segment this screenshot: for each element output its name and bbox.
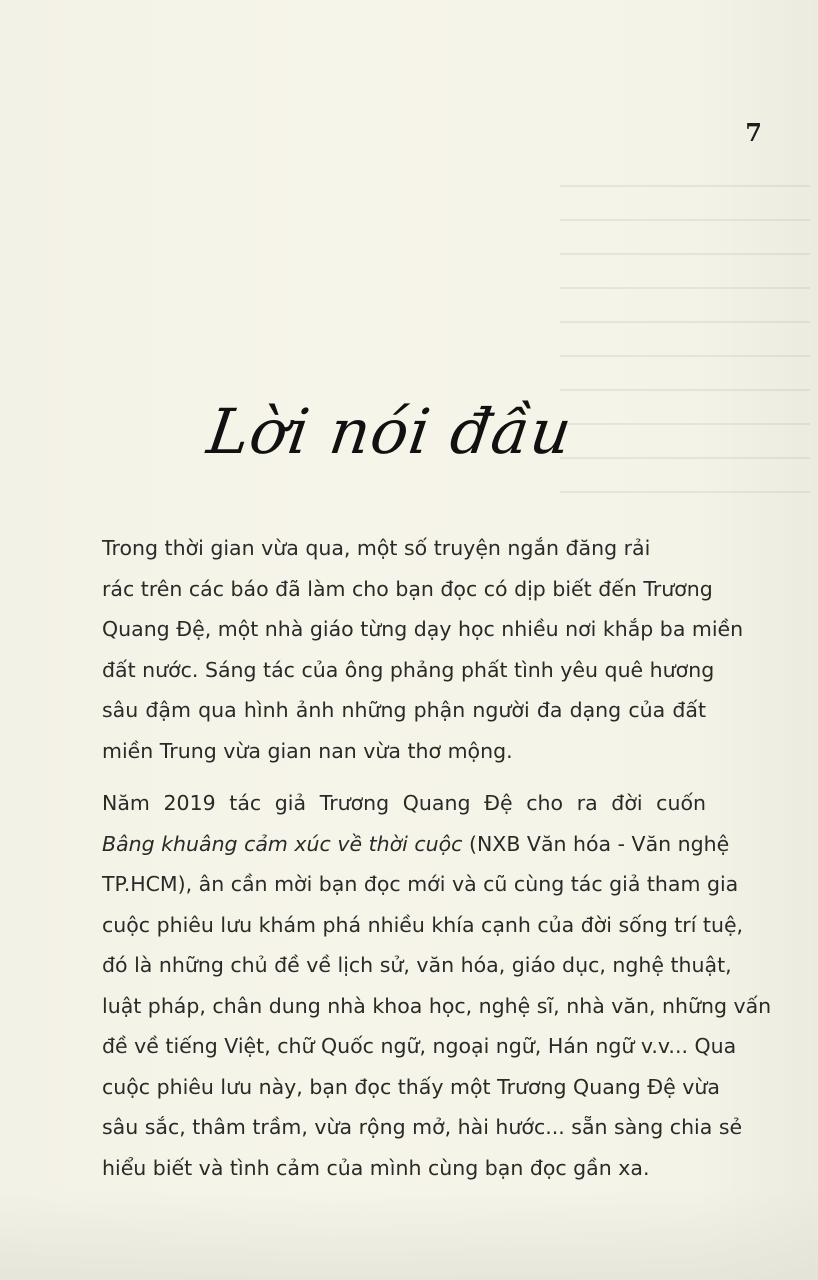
text-line: miền Trung vừa gian nan vừa thơ mộng.: [102, 738, 513, 763]
text-line: [102, 824, 730, 865]
text-line: đất nước. Sáng tác của ông phảng phất tình yêu quê hương: [102, 657, 715, 682]
paragraph-1: [102, 528, 744, 771]
body-text: [102, 528, 772, 1188]
text-line: đề về tiếng Việt, chữ Quốc ngữ, ngoại ngữ, Hán ngữ v.v... Qua: [102, 1034, 737, 1058]
text-line: cuộc phiêu lưu này, bạn đọc thấy một Trương Quang Đệ vừa: [102, 1074, 720, 1099]
page-number: 7: [745, 118, 762, 147]
text-line: cuộc phiêu lưu khám phá nhiều khía cạnh của đời sống trí tuệ,: [102, 912, 744, 937]
text-line: TP.HCM), ân cần mời bạn đọc mới và cũ cùng tác giả tham gia: [102, 872, 739, 896]
paragraph-2: [102, 783, 772, 1188]
text-line: hiểu biết và tình cảm của mình cùng bạn đọc gần xa.: [102, 1155, 650, 1180]
book-title: Bâng khuâng cảm xúc về thời cuộc: [102, 831, 463, 856]
publisher-text: (NXB Văn hóa - Văn nghệ: [462, 831, 730, 856]
chapter-title: Lời nói đầu: [203, 395, 577, 468]
text-line: Quang Đệ, một nhà giáo từng dạy học nhiều nơi khắp ba miền: [102, 617, 744, 641]
text-line: rác trên các báo đã làm cho bạn đọc có dịp biết đến Trương: [102, 576, 713, 601]
text-line: sâu đậm qua hình ảnh những phận người đa dạng của đất: [102, 698, 706, 722]
text-line: sâu sắc, thâm trầm, vừa rộng mở, hài hước... sẵn sàng chia sẻ: [102, 1115, 743, 1139]
text-line: Năm 2019 tác giả Trương Quang Đệ cho ra đời cuốn: [102, 791, 706, 815]
line-text: Trong thời gian vừa qua, một số truyện ngắn đăng rải: [102, 536, 651, 560]
text-line: [102, 528, 706, 569]
text-line: đó là những chủ đề về lịch sử, văn hóa, giáo dục, nghệ thuật,: [102, 953, 732, 977]
text-line: luật pháp, chân dung nhà khoa học, nghệ sĩ, nhà văn, những vấn: [102, 993, 772, 1018]
